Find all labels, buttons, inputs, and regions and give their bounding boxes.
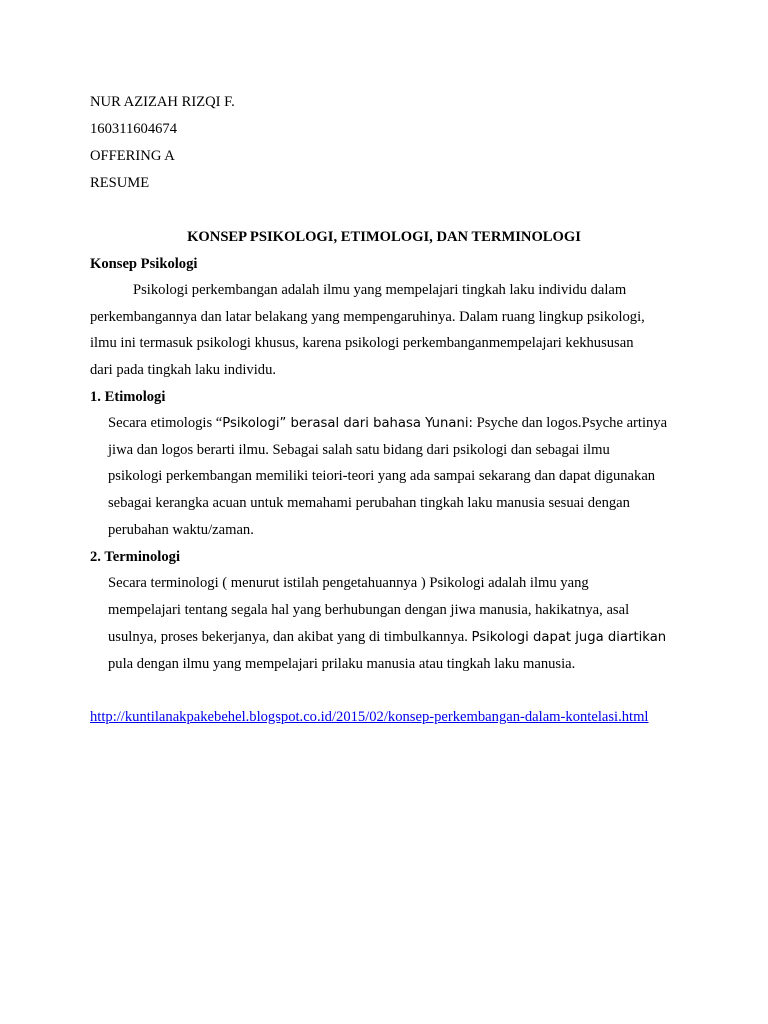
reference-link[interactable]: http://kuntilanakpakebehel.blogspot.co.id/2015/02/konsep-perkembangan-dalam-kontelasi.html [90, 709, 649, 725]
text-run: Psyche dan logos.Psyche artinya [472, 415, 668, 431]
text-run-sans: Psikologi dapat juga diartikan [471, 630, 667, 645]
document-title: KONSEP PSIKOLOGI, ETIMOLOGI, DAN TERMINOLOGI [187, 229, 581, 245]
section-heading-terminologi: 2. Terminologi [90, 549, 181, 565]
paragraph-line: psikologi perkembangan memiliki teiori-teori yang ada sampai sekarang dan dapat digunakan [108, 468, 656, 484]
paragraph-line: Secara terminologi ( menurut istilah pengetahuannya ) Psikologi adalah ilmu yang [108, 575, 589, 591]
offering-label: OFFERING A [90, 148, 175, 164]
text-run-sans: Psikologi” berasal dari bahasa Yunani: [222, 416, 473, 431]
section-heading-etimologi: 1. Etimologi [90, 389, 166, 405]
paragraph-line [108, 416, 667, 431]
paragraph-line [108, 630, 666, 645]
paragraph-line: pula dengan ilmu yang mempelajari prilaku manusia atau tingkah laku manusia. [108, 656, 576, 672]
document-type: RESUME [90, 175, 150, 191]
paragraph-line: dari pada tingkah laku individu. [90, 362, 277, 378]
section-heading-konsep: Konsep Psikologi [90, 256, 198, 272]
author-name: NUR AZIZAH RIZQI F. [90, 94, 235, 110]
paragraph-line: Psikologi perkembangan adalah ilmu yang mempelajari tingkah laku individu dalam [133, 282, 627, 298]
paragraph-line: perubahan waktu/zaman. [108, 522, 254, 538]
student-id: 160311604674 [90, 121, 178, 137]
text-run: usulnya, proses bekerjanya, dan akibat yang di timbulkannya. [108, 629, 472, 645]
paragraph-line: perkembangannya dan latar belakang yang mempengaruhinya. Dalam ruang lingkup psikologi, [90, 309, 645, 325]
text-run: Secara etimologis “ [108, 415, 223, 431]
paragraph-line: mempelajari tentang segala hal yang berhubungan dengan jiwa manusia, hakikatnya, asal [108, 602, 630, 618]
paragraph-line: jiwa dan logos berarti ilmu. Sebagai salah satu bidang dari psikologi dan sebagai ilmu [108, 442, 610, 458]
paragraph-line: sebagai kerangka acuan untuk memahami perubahan tingkah laku manusia sesuai dengan [108, 495, 630, 511]
paragraph-line: ilmu ini termasuk psikologi khusus, karena psikologi perkembanganmempelajari kekhususan [90, 335, 634, 351]
